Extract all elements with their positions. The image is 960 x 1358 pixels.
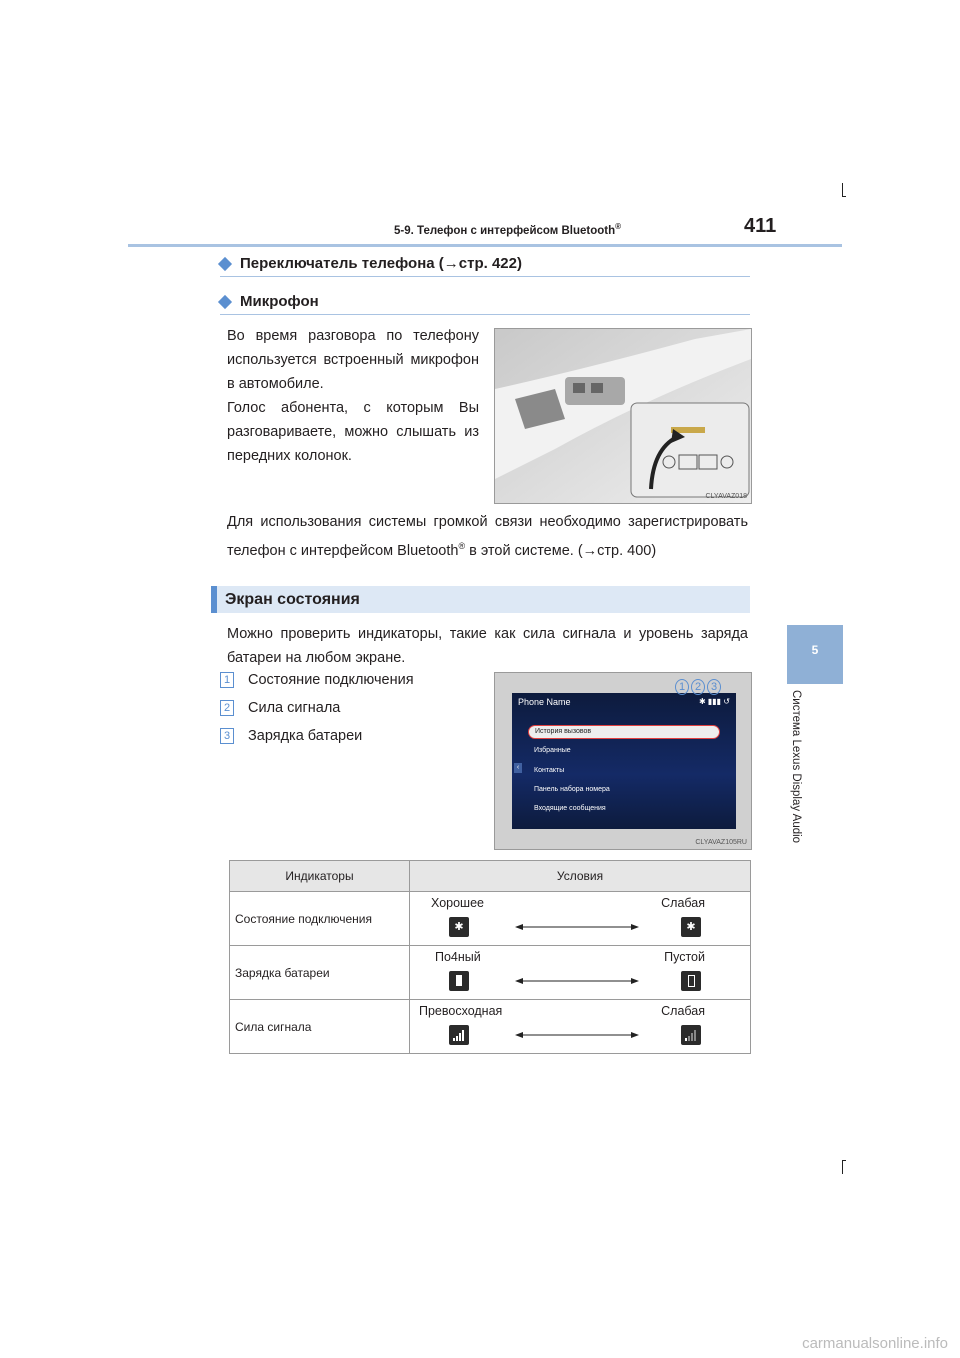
status-icons: ✱ ▮▮▮ ↺ — [698, 697, 730, 706]
table-row: Сила сигнала Превосходная Слабая — [230, 1000, 751, 1054]
double-arrow-icon — [515, 923, 639, 931]
row-label: Состояние подключения — [230, 892, 410, 946]
crop-mark — [842, 1160, 843, 1174]
chapter-tab: 5 — [787, 625, 843, 684]
divider — [220, 276, 750, 277]
signal-weak-icon — [681, 1025, 701, 1045]
menu-item[interactable]: Избранные — [534, 747, 571, 754]
phone-screen — [512, 693, 736, 829]
callouts: 1 2 3 — [675, 679, 721, 695]
menu-item[interactable]: Входящие сообщения — [534, 805, 606, 812]
list-item: 1 Состояние подключения — [220, 672, 414, 688]
image-code: CLYAVAZ105RU — [695, 839, 747, 846]
microphone-para-3: Для использования системы громкой связи необходимо зарегистрировать телефон с интерфейсом Bluetooth® в этой системе. (→стр. 400) — [227, 514, 748, 559]
table-row: Зарядка батареи По4ный Пустой — [230, 946, 751, 1000]
microphone-para-1: Во время разговора по телефону используется встроенный микрофон в автомобиле. — [227, 328, 479, 392]
row-label: Зарядка батареи — [230, 946, 410, 1000]
divider — [220, 314, 750, 315]
battery-empty-icon — [681, 971, 701, 991]
section-title: 5-9. Телефон с интерфейсом Bluetooth® — [394, 222, 622, 237]
menu-item[interactable]: Панель набора номера — [534, 786, 610, 793]
image-code: CLYAVAZ018 — [705, 493, 747, 500]
microphone-para-2: Голос абонента, с которым Вы разговариваете, можно слышать из передних колонок. — [227, 400, 479, 464]
phone-name-title: Phone Name — [518, 697, 571, 707]
double-arrow-icon — [515, 1031, 639, 1039]
diamond-icon — [218, 294, 232, 308]
crop-mark — [842, 1160, 846, 1161]
menu-item[interactable]: Контакты — [534, 767, 565, 774]
status-intro: Можно проверить индикаторы, такие как сила сигнала и уровень заряда батареи на любом экране. — [227, 626, 748, 666]
crop-mark — [842, 183, 843, 197]
signal-strong-icon — [449, 1025, 469, 1045]
phone-screen-image — [494, 672, 752, 850]
bluetooth-icon: ✱ — [681, 917, 701, 937]
menu-item-call-history[interactable]: История вызовов — [528, 725, 720, 739]
back-arrow-icon[interactable]: ‹ — [514, 763, 522, 773]
battery-full-icon — [449, 971, 469, 991]
car-headliner-illustration — [495, 329, 751, 503]
microphone-image — [494, 328, 752, 504]
bluetooth-icon: ✱ — [449, 917, 469, 937]
diamond-icon — [218, 256, 232, 270]
page-number: 411 — [744, 215, 777, 237]
list-item: 3 Зарядка батареи — [220, 728, 362, 744]
row-label: Сила сигнала — [230, 1000, 410, 1054]
phone-switch-heading: Переключатель телефона (→стр. 422) — [220, 255, 522, 272]
microphone-heading: Микрофон — [220, 293, 319, 310]
double-arrow-icon — [515, 977, 639, 985]
watermark: carmanualsonline.info — [802, 1335, 948, 1352]
chapter-title: Система Lexus Display Audio — [790, 690, 802, 844]
table-row: Состояние подключения Хорошее Слабая ✱ ✱ — [230, 892, 751, 946]
list-item: 2 Сила сигнала — [220, 700, 340, 716]
status-screen-heading: Экран состояния — [211, 586, 750, 613]
indicators-table — [229, 860, 751, 1054]
crop-mark — [842, 196, 846, 197]
table-header: Условия — [410, 861, 751, 892]
table-header: Индикаторы — [230, 861, 410, 892]
header-rule — [128, 244, 842, 247]
